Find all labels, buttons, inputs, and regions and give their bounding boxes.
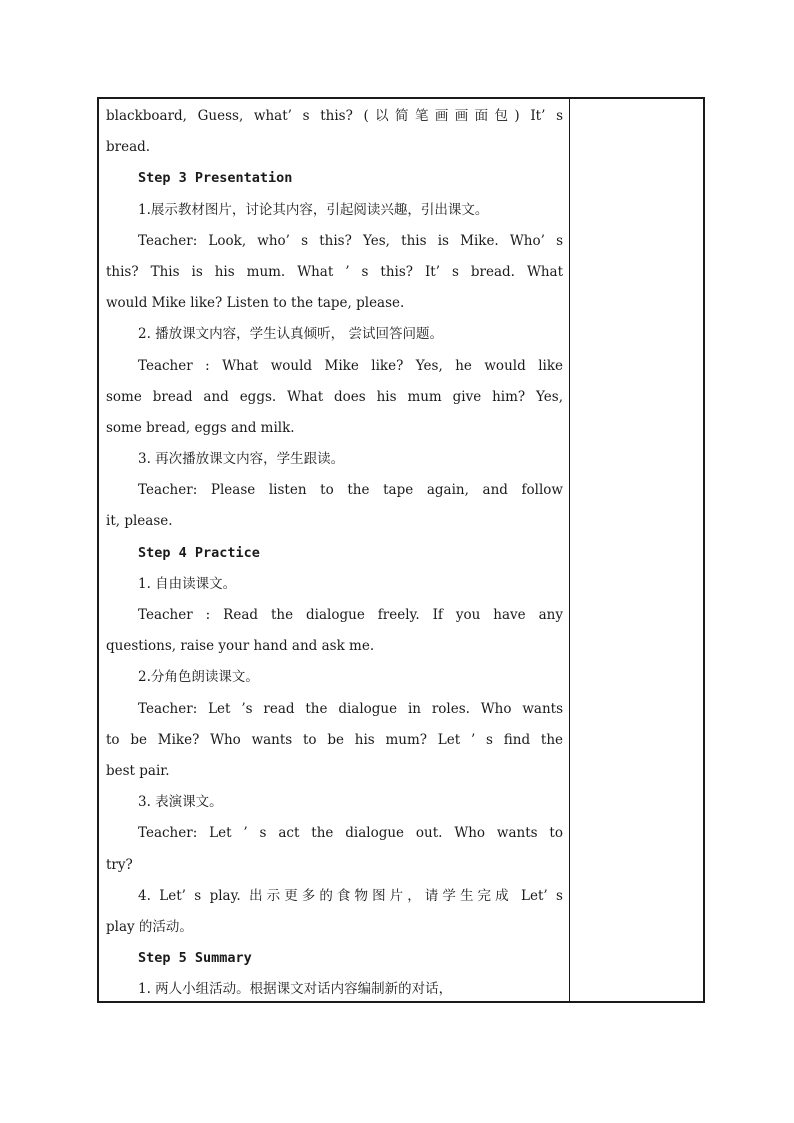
notes-cell bbox=[570, 99, 703, 1001]
section-heading: Step 4 Practice bbox=[138, 544, 260, 561]
section-heading: Step 5 Summary bbox=[138, 950, 252, 967]
lesson-content bbox=[99, 99, 569, 1005]
lesson-plan-table bbox=[97, 97, 705, 1003]
text-line: 3. 表演课文。 bbox=[138, 794, 223, 811]
text-line: 1. 两人小组活动。根据课文对话内容编制新的对话， bbox=[138, 981, 453, 998]
text-line: some bread, eggs and milk. bbox=[106, 419, 295, 436]
lesson-content-cell bbox=[99, 99, 570, 1001]
text-line: this? This is his mum. What ’ s this? It’ s bread. What bbox=[106, 263, 563, 280]
text-line: blackboard, Guess, what’ s this? (以简笔画画面包) It’ s bbox=[106, 108, 563, 124]
section-heading: Step 3 Presentation bbox=[138, 170, 293, 187]
text-line: Teacher: Let ’ s act the dialogue out. Who wants to bbox=[138, 825, 563, 842]
text-line: 1.展示教材图片，讨论其内容，引起阅读兴趣，引出课文。 bbox=[138, 201, 489, 218]
text-line: Teacher: Look, who’ s this? Yes, this is Mike. Who’ s bbox=[138, 232, 563, 249]
text-line: Teacher : What would Mike like? Yes, he would like bbox=[138, 357, 563, 374]
text-line: 4. Let’ s play. 出示更多的食物图片，请学生完成 Let’ s bbox=[138, 887, 563, 904]
text-line: try? bbox=[106, 856, 133, 873]
text-line: 2.分角色朗读课文。 bbox=[138, 669, 259, 686]
text-line: best pair. bbox=[106, 762, 170, 779]
text-line: Teacher : Read the dialogue freely. If you have any bbox=[138, 607, 563, 623]
text-line: would Mike like? Listen to the tape, please. bbox=[106, 295, 405, 312]
text-line: bread. bbox=[106, 139, 151, 156]
text-line: Teacher: Let ’s read the dialogue in roles. Who wants bbox=[138, 700, 563, 717]
text-line: 2. 播放课文内容，学生认真倾听， 尝试回答问题。 bbox=[138, 326, 443, 343]
text-line: 3. 再次播放课文内容，学生跟读。 bbox=[138, 451, 345, 468]
text-line: it, please. bbox=[106, 513, 173, 530]
text-line: to be Mike? Who wants to be his mum? Let ’ s find the bbox=[106, 731, 563, 748]
text-line: 1. 自由读课文。 bbox=[138, 575, 237, 592]
text-line: play 的活动。 bbox=[106, 918, 193, 935]
text-line: questions, raise your hand and ask me. bbox=[106, 638, 375, 655]
text-line: Teacher: Please listen to the tape again, and follow bbox=[138, 482, 563, 499]
text-line: some bread and eggs. What does his mum give him? Yes, bbox=[106, 388, 563, 405]
